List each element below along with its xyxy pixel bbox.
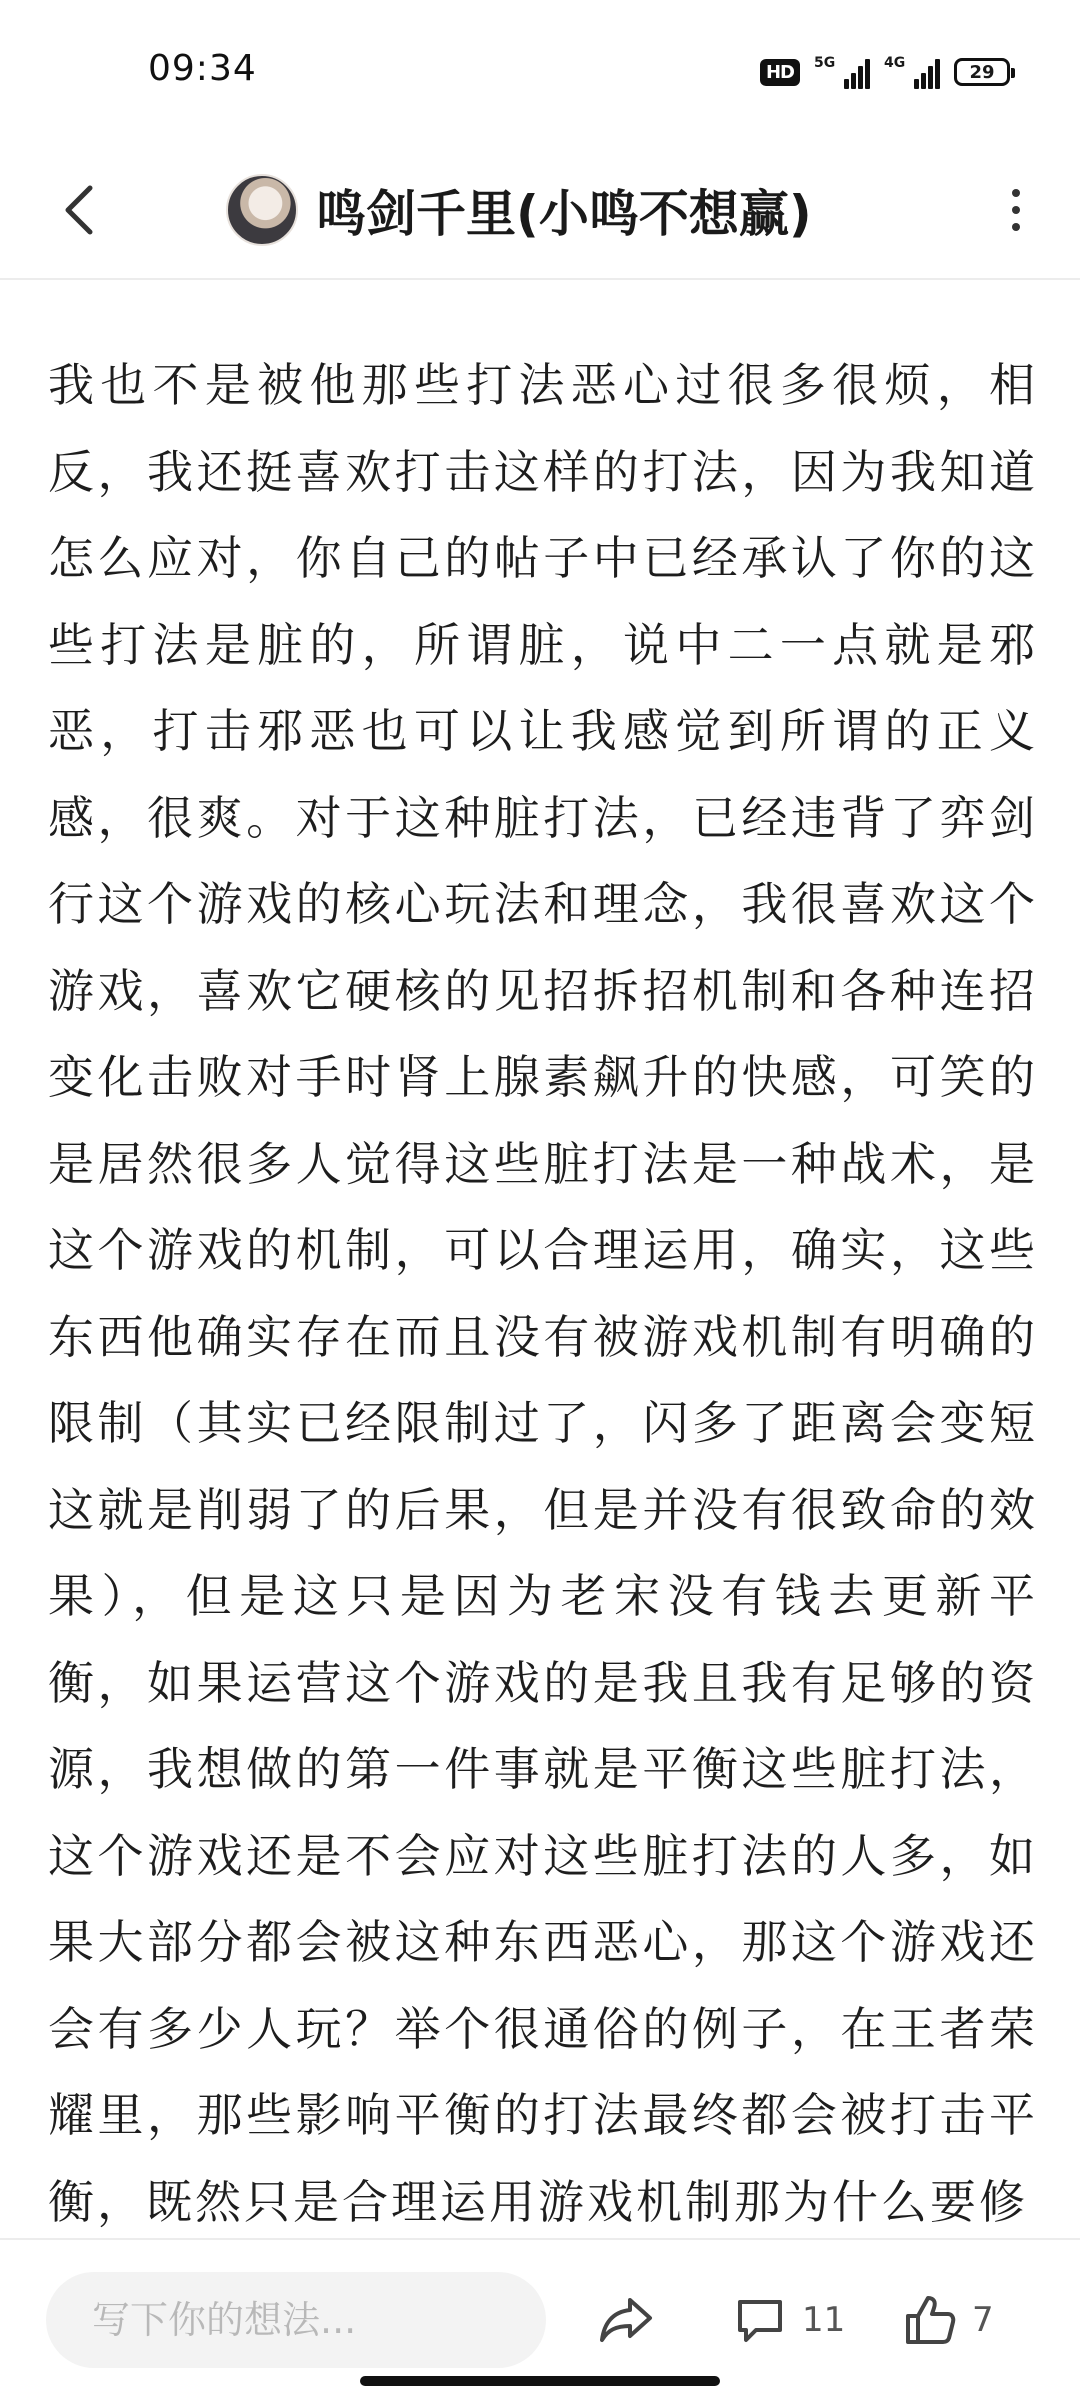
- signal-5g-icon: [814, 55, 870, 89]
- share-arrow-icon: [596, 2292, 656, 2348]
- more-options-button[interactable]: [976, 170, 1056, 250]
- comment-count: 11: [802, 2300, 846, 2340]
- share-button[interactable]: [596, 2280, 656, 2360]
- like-button[interactable]: [902, 2280, 994, 2360]
- status-bar: [0, 0, 1080, 140]
- battery-level: 29: [969, 61, 995, 83]
- battery-icon: [954, 58, 1010, 86]
- more-vertical-icon: [1012, 189, 1020, 197]
- author-header[interactable]: [226, 160, 812, 260]
- comment-bubble-icon: [732, 2292, 788, 2348]
- comment-button[interactable]: [732, 2280, 845, 2360]
- like-count: 7: [972, 2300, 994, 2340]
- bottom-action-bar: [0, 2238, 1080, 2400]
- chevron-left-icon: [60, 182, 100, 238]
- author-name: 鸣剑千里(小鸣不想赢): [316, 185, 812, 243]
- network-type-label: 4G: [884, 55, 906, 71]
- hd-voice-icon: HD: [760, 59, 800, 86]
- post-content: [48, 342, 1038, 2230]
- post-body-text: 我也不是被他那些打法恶心过很多很烦，相反，我还挺喜欢打击这样的打法，因为我知道怎么应对，你自己的帖子中已经承认了你的这些打法是脏的，所谓脏，说中二一点就是邪恶，打击邪恶也可以让我感觉到所谓的正义感，很爽。对于这种脏打法，已经违背了弈剑行这个游戏的核心玩法和理念，我很喜欢这个游戏，喜欢它硬核的见招拆招机制和各种连招变化击败对手时肾上腺素飙升的快感，可笑的是居然很多人觉得这些脏打法是一种战术，是这个游戏的机制，可以合理运用，确实，这些东西他确实存在而且没有被游戏机制有明确的限制（其实已经限制过了，闪多了距离会变短这就是削弱了的后果，但是并没有很致命的效果），但是这只是因为老宋没有钱去更新平衡，如果运营这个游戏的是我且我有足够的资源，我想做的第一件事就是平衡这些脏打法，这个游戏还是不会应对这些脏打法的人多，如果大部分都会被这种东西恶心，那这个游戏还会有多少人玩？举个很通俗的例子，在王者荣耀里，那些影响平衡的打法最终都会被打击平衡，既然只是合理运用游戏机制那为什么要修: [48, 358, 1038, 2229]
- network-type-label: 5G: [814, 55, 836, 71]
- signal-4g-icon: [884, 55, 940, 89]
- top-nav-bar: [0, 140, 1080, 280]
- thumbs-up-icon: [902, 2292, 958, 2348]
- status-time: 09:34: [148, 48, 257, 89]
- status-icons: [760, 52, 1010, 92]
- comment-input[interactable]: [46, 2272, 546, 2368]
- back-button[interactable]: [40, 170, 120, 250]
- home-indicator[interactable]: [360, 2376, 720, 2386]
- author-avatar[interactable]: [226, 174, 298, 246]
